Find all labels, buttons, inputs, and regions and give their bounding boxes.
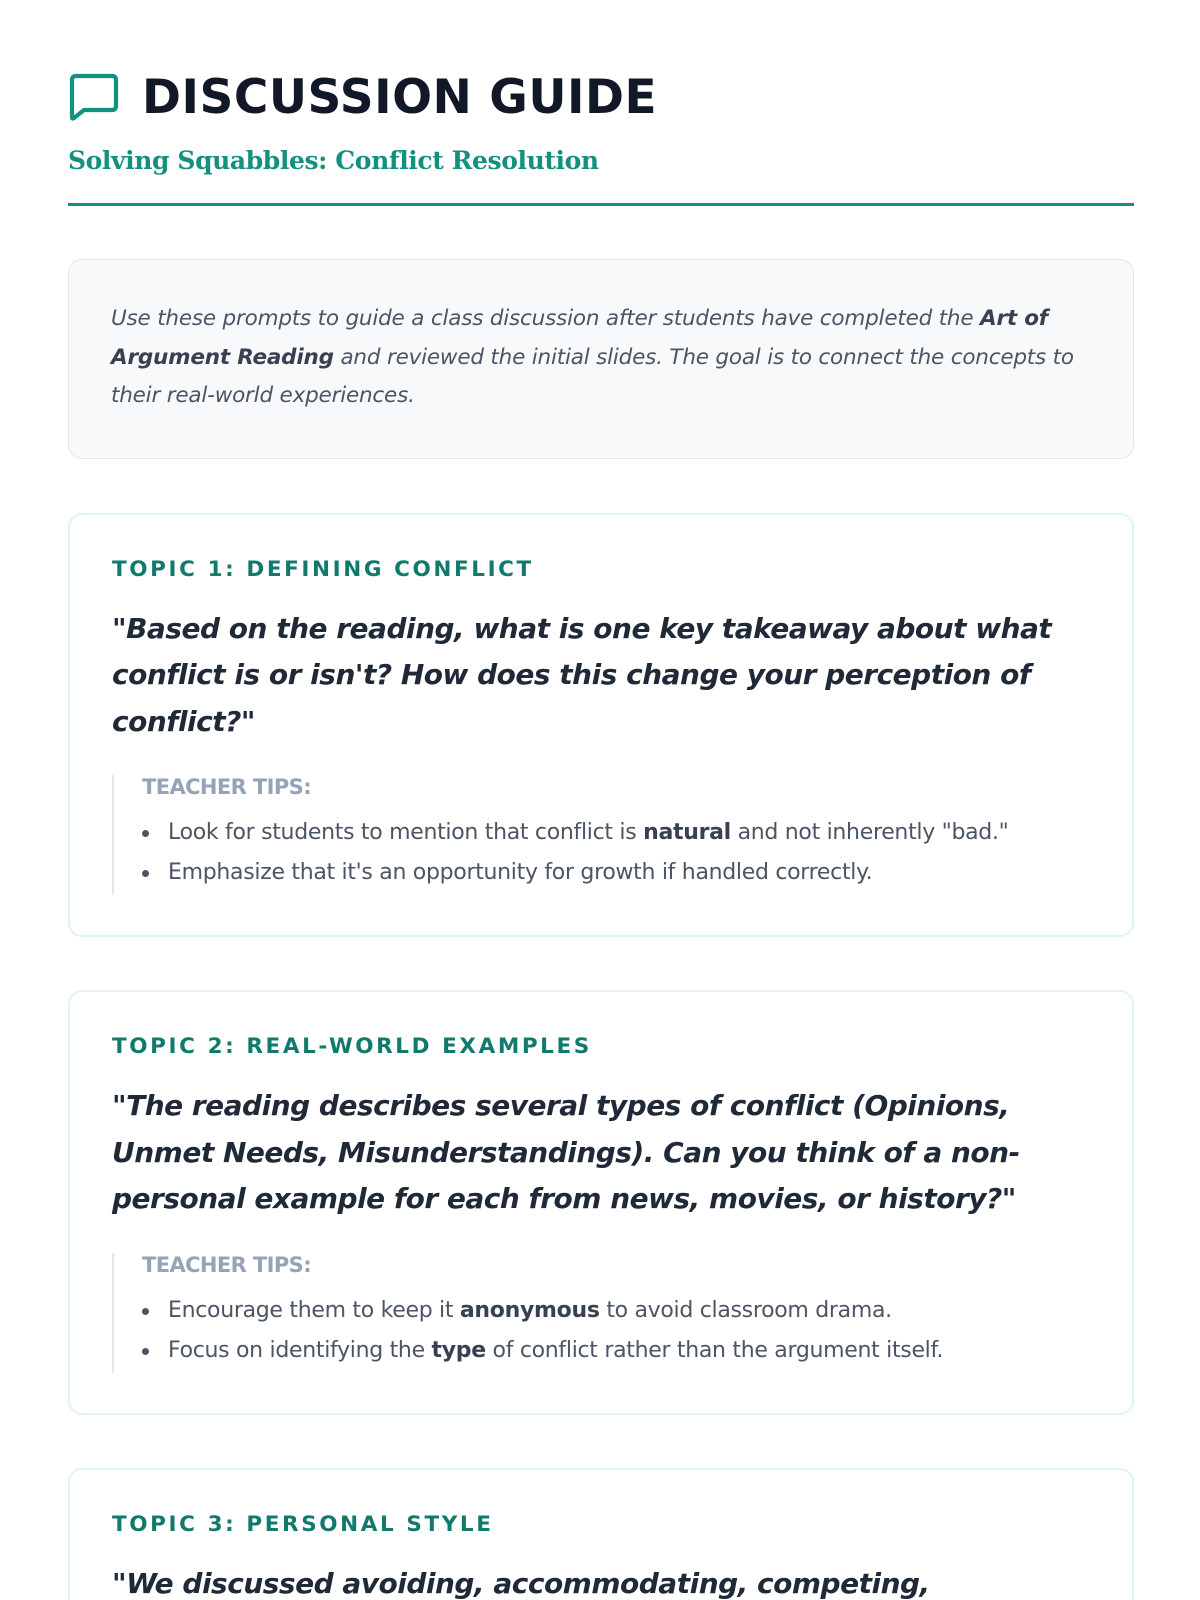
chat-bubble-icon: [68, 70, 122, 124]
teacher-tip: [142, 853, 1090, 893]
topic-question: "Based on the reading, what is one key takeaway about what conflict is or isn't? How does this change your perception of conflict?": [112, 611, 1052, 738]
tip-bold: type: [431, 1337, 486, 1363]
intro-text-start: Use these prompts to guide a class discussion after students have completed the: [111, 306, 981, 331]
teacher-tips-list: [142, 813, 1090, 893]
tip-bold: anonymous: [459, 1297, 600, 1323]
topic-card-1: [68, 513, 1134, 938]
tip-text-end: and not inherently "bad.": [730, 820, 1009, 845]
topic-label: TOPIC 2: REAL-WORLD EXAMPLES: [112, 1034, 592, 1059]
tip-text: Look for students to mention that conflict is: [168, 820, 644, 845]
teacher-tips-list: [142, 1291, 1090, 1371]
title-row: [68, 66, 1134, 128]
teacher-tips: [112, 1253, 1090, 1373]
intro-text-bold: Art of Argument Reading: [111, 306, 1048, 370]
page-subtitle: Solving Squabbles: Conflict Resolution: [68, 146, 599, 175]
page-header: [68, 0, 1134, 206]
teacher-tip: [142, 1291, 1090, 1331]
tip-text-end: of conflict rather than the argument itself.: [485, 1337, 944, 1363]
page-title: DISCUSSION GUIDE: [142, 69, 658, 125]
teacher-tips-label: TEACHER TIPS:: [142, 775, 311, 799]
teacher-tip: [142, 813, 1090, 853]
discussion-guide-page: [68, 0, 1134, 1600]
tip-text-end: to avoid classroom drama.: [599, 1297, 892, 1323]
topic-card-2: [68, 990, 1134, 1415]
tip-text: Emphasize that it's an opportunity for growth if handled correctly.: [168, 860, 873, 885]
teacher-tips-label: TEACHER TIPS:: [142, 1252, 311, 1277]
intro-text-end: and reviewed the initial slides. The goal is to connect the concepts to their real-world experiences.: [111, 344, 1074, 408]
intro-box: [68, 259, 1134, 459]
intro-text: [111, 300, 1091, 416]
teacher-tips: [112, 775, 1090, 895]
tip-bold: natural: [643, 820, 731, 845]
topic-card-3: [68, 1468, 1134, 1600]
tip-text: Encourage them to keep it: [168, 1297, 460, 1323]
topic-question: "The reading describes several types of conflict (Opinions, Unmet Needs, Misunderstandings). Can you think of a non-personal example for each from news, movies, or history?": [112, 1089, 1020, 1215]
topic-label: TOPIC 3: PERSONAL STYLE: [112, 1511, 494, 1537]
topic-question: "We discussed avoiding, accommodating, competing,: [112, 1566, 930, 1600]
header-divider: [68, 203, 1134, 206]
topic-label: TOPIC 1: DEFINING CONFLICT: [112, 556, 534, 582]
tip-text: Focus on identifying the: [168, 1337, 432, 1363]
teacher-tip: [142, 1331, 1090, 1371]
